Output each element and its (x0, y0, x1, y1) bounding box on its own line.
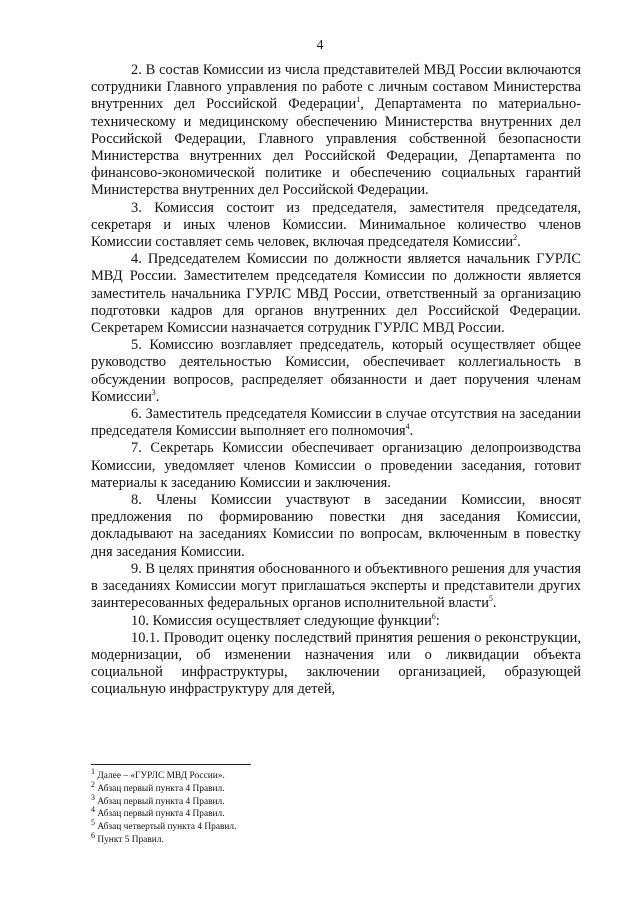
paragraph-2 (91, 62, 581, 200)
footnote-text: Пункт 5 Правил. (95, 834, 164, 845)
footnote-ref: 3 (151, 388, 156, 398)
footnote-divider (91, 764, 251, 765)
paragraph-5 (91, 337, 581, 406)
footnote-number: 4 (91, 805, 95, 815)
footnote-text: Абзац первый пункта 4 Правил. (95, 796, 225, 807)
footnote (91, 818, 581, 834)
footnote-text: Далее – «ГУРЛС МВД России». (95, 771, 225, 781)
footnote-ref: 5 (488, 594, 493, 604)
page-number: 4 (316, 38, 324, 53)
paragraph-tail: . (409, 423, 414, 440)
footnote (91, 779, 581, 796)
footnote-number: 2 (91, 779, 95, 789)
footnote-ref: 2 (513, 233, 518, 243)
footnote-ref: 6 (431, 611, 436, 621)
paragraph-text: 4. Председателем Комиссии по должности является начальник ГУРЛС МВД России. Заместителем председателя Комиссии по должности является заместитель начальника ГУРЛС МВД России, ответственный за организацию подготовки кадров для органов внутренних дел Российской Федерации. Секретарем Комиссии назначается сотрудник ГУРЛС МВД России. (91, 251, 581, 337)
paragraph-tail: . (517, 234, 521, 251)
paragraph-text: 7. Секретарь Комиссии обеспечивает организацию делопроизводства Комиссии, уведомляет членов Комиссии о проведении заседания, готовит материалы к заседанию Комиссии и заключения. (91, 440, 581, 491)
paragraph-tail: . (155, 388, 160, 405)
paragraph-10-1 (91, 630, 581, 699)
paragraph-text: 6. Заместитель председателя Комиссии в случае отсутствия на заседании председателя Комиссии выполняет его полномочия (91, 406, 581, 440)
footnote-number: 3 (91, 792, 95, 802)
document-body (91, 62, 581, 699)
footnote (91, 792, 581, 809)
paragraph-tail: : (435, 612, 440, 629)
footnote-text: Абзац первый пункта 4 Правил. (95, 809, 225, 820)
paragraph-3 (91, 200, 581, 252)
footnote-number: 6 (91, 830, 95, 840)
paragraph-8 (91, 492, 581, 561)
paragraph-text: 10. Комиссия осуществляет следующие функции (131, 612, 432, 629)
footnote-text: Абзац первый пункта 4 Правил. (95, 783, 225, 794)
paragraph-text: 10.1. Проводит оценку последствий принятия решения о реконструкции, модернизации, об изменении назначения или о ликвидации объекта социальной инфраструктуры, заключении организацией, образующей социальную инфраструктуру для детей, (91, 629, 581, 698)
footnote-text: Абзац четвертый пункта 4 Правил. (95, 822, 237, 833)
footnote (91, 830, 581, 847)
footnote (91, 805, 581, 821)
paragraph-4 (91, 251, 581, 337)
footnote-number: 1 (91, 766, 95, 776)
paragraph-text: 5. Комиссию возглавляет председатель, который осуществляет общее руководство деятельностью Комиссии, обеспечивает коллегиальность в обсуждении вопросов, распределяет обязанности и дает поручения членам Комиссии (91, 337, 581, 405)
paragraph-tail: . (492, 595, 497, 612)
paragraph-10 (91, 613, 581, 630)
paragraph-7 (91, 440, 581, 492)
paragraph-text: 3. Комиссия состоит из председателя, заместителя председателя, секретаря и иных членов Комиссии. Минимальное количество членов Комиссии составляет семь человек, включая председателя Комиссии (91, 199, 581, 251)
footnote-ref: 4 (405, 422, 410, 432)
paragraph-text: 9. В целях принятия обоснованного и объективного решения для участия в заседаниях Комиссии могут приглашаться эксперты и представители других заинтересованных федеральных органов исполнительной власти (91, 560, 581, 612)
paragraph-text: 2. В состав Комиссии из числа представителей МВД России включаются сотрудники Главного управления по работе с личным составом Министерства внутренних дел Российской Федерации (91, 62, 581, 113)
paragraph-tail: , Департамента по материально-техническому и медицинскому обеспечению Министерства внутренних дел Российской Федерации, Главного управления собственной безопасности Министерства внутренних дел Российской Федерации, Департамента по финансово-экономической политике и обеспечению социальных гарантий Министерства внутренних дел Российской Федерации. (91, 96, 581, 199)
footnote-ref: 1 (356, 95, 361, 105)
paragraph-9 (91, 561, 581, 613)
footnote (91, 766, 581, 783)
paragraph-text: 8. Члены Комиссии участвуют в заседании Комиссии, вносят предложения по формированию повестки дня заседания Комиссии, докладывают на заседаниях Комиссии по вопросам, включенным в повестку дня заседания Комиссии. (91, 492, 581, 560)
footnote-number: 5 (91, 818, 95, 828)
paragraph-6 (91, 406, 581, 440)
footnotes (91, 766, 581, 847)
